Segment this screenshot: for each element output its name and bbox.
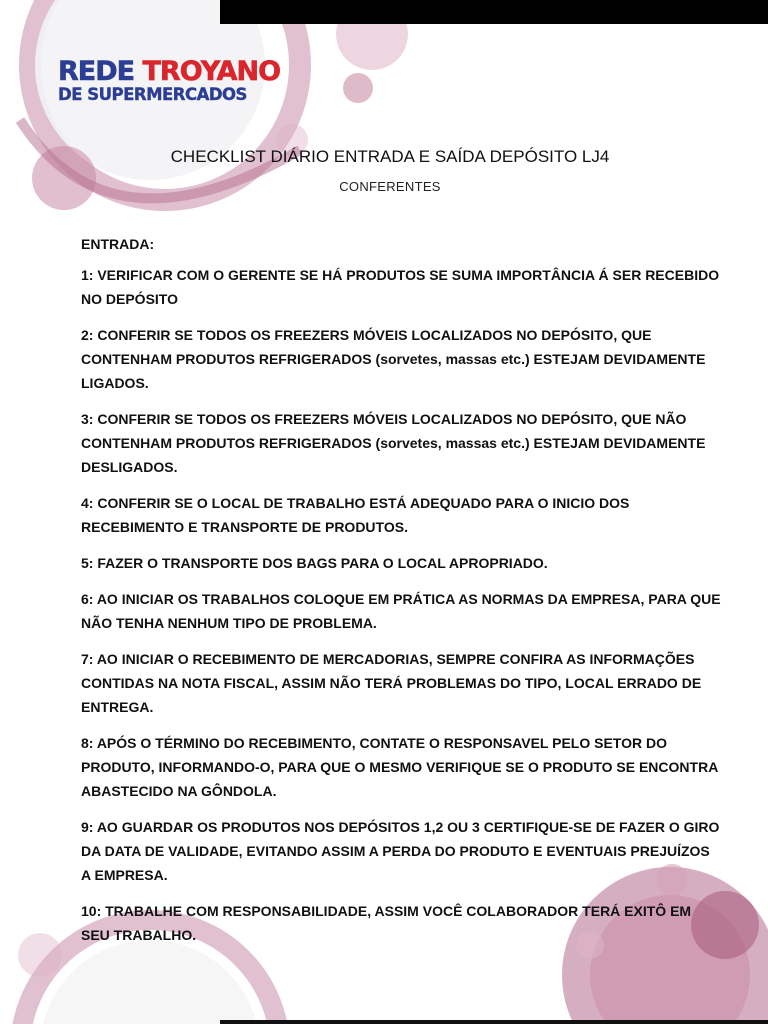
logo-subtitle: DE SUPERMERCADOS	[58, 85, 247, 104]
company-logo	[58, 56, 281, 105]
checklist-item: 3: CONFERIR SE TODOS OS FREEZERS MÓVEIS LOCALIZADOS NO DEPÓSITO, QUE NÃO CONTENHAM PRODUTOS REFRIGERADOS (sorvetes, massas etc.) ESTEJAM DEVIDAMENTE DESLIGADOS.	[81, 411, 706, 475]
bottom-black-bar	[220, 1020, 768, 1024]
checklist-item: 2: CONFERIR SE TODOS OS FREEZERS MÓVEIS LOCALIZADOS NO DEPÓSITO, QUE CONTENHAM PRODUTOS REFRIGERADOS (sorvetes, massas etc.) ESTEJAM DEVIDAMENTE LIGADOS.	[81, 327, 706, 391]
section-heading: ENTRADA:	[81, 236, 155, 252]
checklist-content	[81, 232, 721, 959]
document-title: CHECKLIST DIÁRIO ENTRADA E SAÍDA DEPÓSITO LJ4	[170, 147, 610, 166]
checklist-item: 8: APÓS O TÉRMINO DO RECEBIMENTO, CONTATE O RESPONSAVEL PELO SETOR DO PRODUTO, INFORMANDO-O, PARA QUE O MESMO VERIFIQUE SE O PRODUTO SE ENCONTRA ABASTECIDO NA GÔNDOLA.	[81, 735, 718, 799]
logo-word-rede: REDE	[58, 56, 135, 87]
checklist-item: 4: CONFERIR SE O LOCAL DE TRABALHO ESTÁ ADEQUADO PARA O INICIO DOS RECEBIMENTO E TRANSPORTE DE PRODUTOS.	[81, 495, 630, 535]
checklist-item: 7: AO INICIAR O RECEBIMENTO DE MERCADORIAS, SEMPRE CONFIRA AS INFORMAÇÕES CONTIDAS NA NOTA FISCAL, ASSIM NÃO TERÁ PROBLEMAS DO TIPO, LOCAL ERRADO DE ENTREGA.	[81, 651, 702, 715]
checklist-item: 10: TRABALHE COM RESPONSABILIDADE, ASSIM VOCÊ COLABORADOR TERÁ EXITÔ EM SEU TRABALHO.	[81, 903, 692, 943]
checklist-item: 5: FAZER O TRANSPORTE DOS BAGS PARA O LOCAL APROPRIADO.	[81, 555, 548, 571]
top-black-bar	[220, 0, 768, 24]
document-subtitle: CONFERENTES	[339, 179, 441, 194]
checklist-item: 9: AO GUARDAR OS PRODUTOS NOS DEPÓSITOS 1,2 OU 3 CERTIFIQUE-SE DE FAZER O GIRO DA DATA DE VALIDADE, EVITANDO ASSIM A PERDA DO PRODUTO E EVENTUAIS PREJUÍZOS A EMPRESA.	[81, 819, 720, 883]
checklist-item: 6: AO INICIAR OS TRABALHOS COLOQUE EM PRÁTICA AS NORMAS DA EMPRESA, PARA QUE NÃO TENHA NENHUM TIPO DE PROBLEMA.	[81, 591, 721, 631]
logo-word-troyano: TROYANO	[142, 56, 281, 87]
checklist-item: 1: VERIFICAR COM O GERENTE SE HÁ PRODUTOS SE SUMA IMPORTÂNCIA Á SER RECEBIDO NO DEPÓSITO	[81, 267, 720, 307]
